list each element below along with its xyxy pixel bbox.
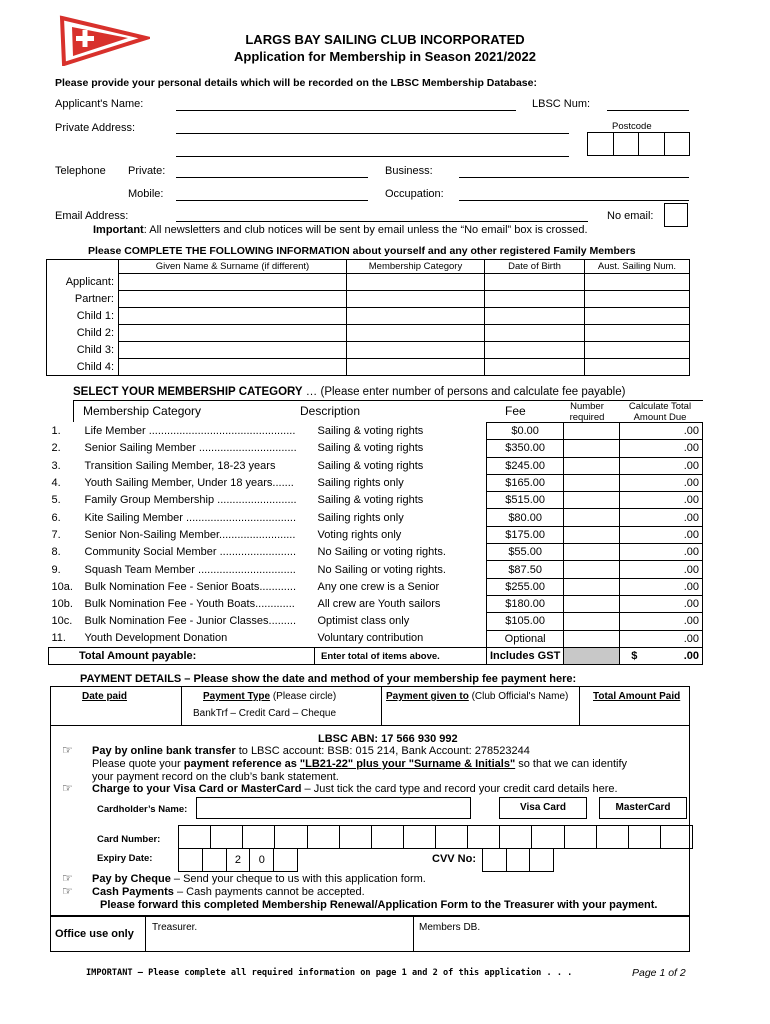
membership-num: 10b. bbox=[51, 598, 73, 611]
total-amount-field[interactable] bbox=[620, 647, 703, 664]
card-digit-box[interactable] bbox=[211, 826, 243, 848]
card-digit-box[interactable] bbox=[565, 826, 597, 848]
family-cell[interactable] bbox=[585, 291, 690, 308]
membership-fee: $350.00 bbox=[487, 440, 564, 457]
membership-heading-rest: … (Please enter number of persons and calculate fee payable) bbox=[302, 386, 626, 398]
membership-heading-bold: SELECT YOUR MEMBERSHIP CATEGORY bbox=[73, 386, 303, 398]
date-paid-label: Date paid bbox=[82, 691, 128, 702]
occupation-label: Occupation: bbox=[385, 188, 444, 200]
membership-category-label: Bulk Nomination Fee - Senior Boats............ bbox=[84, 580, 297, 593]
membership-row bbox=[49, 474, 703, 491]
membership-number-input[interactable] bbox=[564, 423, 620, 440]
membership-category-label: Family Group Membership .......................... bbox=[84, 494, 297, 507]
membership-number-input[interactable] bbox=[564, 526, 620, 543]
cash-rest: – Cash payments cannot be accepted. bbox=[173, 886, 365, 898]
address-line-1[interactable] bbox=[176, 133, 569, 134]
family-cell[interactable] bbox=[585, 274, 690, 291]
quote-2: so that we can identify bbox=[515, 758, 628, 770]
col-calculate-total: Calculate Total Amount Due bbox=[628, 401, 692, 423]
page-title: LARGS BAY SAILING CLUB INCORPORATED bbox=[245, 32, 525, 47]
postcode-field[interactable] bbox=[587, 132, 690, 156]
col-number-required: Number required bbox=[569, 401, 605, 423]
card-digit-box[interactable] bbox=[308, 826, 340, 848]
membership-category-label: Bulk Nomination Fee - Youth Boats............. bbox=[84, 598, 295, 611]
membership-total-due[interactable]: .00 bbox=[620, 474, 703, 491]
membership-number-input[interactable] bbox=[564, 492, 620, 509]
membership-num: 9. bbox=[51, 563, 61, 576]
family-cell[interactable] bbox=[485, 274, 585, 291]
family-row-label: Partner: bbox=[47, 291, 119, 308]
membership-category-label: Life Member ................................................ bbox=[84, 425, 296, 438]
family-cell[interactable] bbox=[347, 342, 485, 359]
payment-type-bold: Payment Type bbox=[203, 691, 271, 702]
membership-category-label: Kite Sailing Member .................................... bbox=[84, 511, 297, 524]
card-digit-box[interactable] bbox=[404, 826, 436, 848]
membership-fee: $175.00 bbox=[487, 526, 564, 543]
membership-total-due[interactable]: .00 bbox=[620, 613, 703, 630]
membership-description: All crew are Youth sailors bbox=[315, 595, 487, 612]
cheque-bold: Pay by Cheque bbox=[92, 873, 171, 885]
membership-description: Optimist class only bbox=[315, 613, 487, 630]
mobile-field[interactable] bbox=[176, 200, 368, 201]
business-phone-label: Business: bbox=[385, 165, 433, 177]
no-email-label: No email: bbox=[607, 210, 654, 222]
cardholder-label: Cardholder’s Name: bbox=[97, 804, 188, 815]
mastercard-option[interactable]: MasterCard bbox=[599, 797, 687, 819]
family-cell[interactable] bbox=[485, 342, 585, 359]
family-cell[interactable] bbox=[585, 342, 690, 359]
card-digit-box[interactable] bbox=[436, 826, 468, 848]
membership-number-input[interactable] bbox=[564, 457, 620, 474]
number-total-shaded bbox=[564, 647, 620, 664]
payment-options[interactable]: BankTrf – Credit Card – Cheque bbox=[193, 708, 337, 719]
membership-fee: Optional bbox=[487, 630, 564, 647]
family-cell[interactable] bbox=[485, 291, 585, 308]
membership-num: 7. bbox=[51, 528, 61, 541]
membership-row bbox=[49, 423, 703, 440]
family-cell[interactable] bbox=[485, 308, 585, 325]
pointing-hand-icon: ☞ bbox=[62, 743, 73, 757]
card-bold: Charge to your Visa Card or MasterCard bbox=[92, 783, 302, 795]
membership-total-due[interactable]: .00 bbox=[620, 509, 703, 526]
membership-fee: $105.00 bbox=[487, 613, 564, 630]
membership-num: 2. bbox=[51, 442, 61, 455]
card-digit-box[interactable] bbox=[372, 826, 404, 848]
quote-1: Please quote your bbox=[92, 758, 184, 770]
expiry-digit-0: 0 bbox=[250, 849, 274, 871]
membership-total-due[interactable]: .00 bbox=[620, 423, 703, 440]
membership-total-due[interactable]: .00 bbox=[620, 492, 703, 509]
footer-important: IMPORTANT – Please complete all required information on page 1 and 2 of this application . . . bbox=[86, 968, 573, 978]
membership-num: 6. bbox=[51, 511, 61, 524]
membership-number-input[interactable] bbox=[564, 613, 620, 630]
membership-row bbox=[49, 440, 703, 457]
family-cell[interactable] bbox=[119, 274, 347, 291]
membership-category-label: Transition Sailing Member, 18-23 years bbox=[84, 459, 276, 472]
membership-description: Sailing & voting rights bbox=[315, 423, 487, 440]
cash-line bbox=[92, 886, 365, 898]
postcode-label: Postcode bbox=[612, 121, 652, 132]
membership-category-label: Senior Sailing Member ................................ bbox=[84, 442, 297, 455]
card-digit-box[interactable] bbox=[629, 826, 661, 848]
family-cell[interactable] bbox=[347, 274, 485, 291]
card-number-label: Card Number: bbox=[97, 834, 161, 845]
membership-description: Sailing & voting rights bbox=[315, 492, 487, 509]
membership-description: No Sailing or voting rights. bbox=[315, 561, 487, 578]
membership-fee: $515.00 bbox=[487, 492, 564, 509]
membership-number-input[interactable] bbox=[564, 578, 620, 595]
membership-description: Voluntary contribution bbox=[315, 630, 487, 647]
membership-heading bbox=[73, 386, 625, 398]
lbsc-num-field[interactable] bbox=[607, 110, 689, 111]
family-cell[interactable] bbox=[119, 325, 347, 342]
quote-bold: payment reference as bbox=[183, 758, 300, 770]
members-db-label: Members DB. bbox=[419, 922, 481, 933]
family-cell[interactable] bbox=[119, 308, 347, 325]
important-label: Important bbox=[93, 224, 144, 236]
membership-fee: $165.00 bbox=[487, 474, 564, 491]
private-phone-field[interactable] bbox=[176, 177, 368, 178]
col-description: Description bbox=[300, 404, 361, 418]
membership-fee: $80.00 bbox=[487, 509, 564, 526]
given-to-rest: (Club Official's Name) bbox=[468, 691, 569, 702]
cvv-label: CVV No: bbox=[432, 853, 476, 865]
address-line-2[interactable] bbox=[176, 156, 569, 157]
family-header-row bbox=[47, 260, 690, 274]
total-amount-label: Total Amount payable: bbox=[49, 647, 315, 664]
online-transfer-line bbox=[92, 745, 530, 757]
card-number-field[interactable] bbox=[178, 825, 693, 849]
family-row-label: Applicant: bbox=[47, 274, 119, 291]
card-rest: – Just tick the card type and record your credit card details here. bbox=[301, 783, 618, 795]
mobile-label: Mobile: bbox=[128, 188, 164, 200]
membership-num: 8. bbox=[51, 546, 61, 559]
membership-total-due[interactable]: .00 bbox=[620, 595, 703, 612]
col-membership-category: Membership Category bbox=[83, 404, 202, 418]
card-digit-box[interactable] bbox=[500, 826, 532, 848]
membership-description: Sailing rights only bbox=[315, 509, 487, 526]
family-col-name: Given Name & Surname (if different) bbox=[119, 260, 347, 274]
abn-line: LBSC ABN: 17 566 930 992 bbox=[318, 733, 458, 745]
occupation-field[interactable] bbox=[459, 200, 689, 201]
total-amount-paid-label: Total Amount Paid bbox=[593, 691, 681, 702]
membership-num: 10c. bbox=[51, 615, 73, 628]
card-charge-line bbox=[92, 783, 618, 795]
personal-intro: Please provide your personal details which will be recorded on the LBSC Membership Database: bbox=[55, 77, 537, 89]
family-cell[interactable] bbox=[485, 359, 585, 376]
pointing-hand-icon: ☞ bbox=[62, 884, 73, 898]
membership-row bbox=[49, 492, 703, 509]
membership-table bbox=[48, 422, 703, 665]
lbsc-num-label: LBSC Num: bbox=[532, 98, 591, 110]
membership-num: 10a. bbox=[51, 580, 73, 593]
membership-description: No Sailing or voting rights. bbox=[315, 544, 487, 561]
membership-number-input[interactable] bbox=[564, 440, 620, 457]
membership-number-input[interactable] bbox=[564, 474, 620, 491]
membership-total-due[interactable]: .00 bbox=[620, 544, 703, 561]
treasurer-label: Treasurer. bbox=[152, 922, 198, 933]
membership-row bbox=[49, 526, 703, 543]
cvv-field[interactable] bbox=[482, 848, 554, 872]
payment-type-rest: (Please circle) bbox=[270, 691, 337, 702]
membership-category-label: Community Social Member ......................... bbox=[84, 546, 296, 559]
online-rest: to LBSC account: BSB: 015 214, Bank Account: 278523244 bbox=[235, 745, 530, 757]
membership-category-label: Senior Non-Sailing Member......................... bbox=[84, 528, 296, 541]
membership-fee: $0.00 bbox=[487, 423, 564, 440]
email-field[interactable] bbox=[176, 221, 588, 222]
total-desc: Enter total of items above. bbox=[315, 647, 487, 664]
membership-total-row bbox=[49, 647, 703, 664]
membership-fee: $180.00 bbox=[487, 595, 564, 612]
cash-bold: Cash Payments bbox=[92, 886, 174, 898]
pointing-hand-icon: ☞ bbox=[62, 781, 73, 795]
family-cell[interactable] bbox=[119, 291, 347, 308]
office-use-label: Office use only bbox=[55, 928, 134, 940]
important-text: : All newsletters and club notices will be sent by email unless the “No email” box is crossed. bbox=[143, 224, 588, 236]
forward-instruction: Please forward this completed Membership Renewal/Application Form to the Treasurer with your payment. bbox=[100, 899, 658, 911]
business-phone-field[interactable] bbox=[459, 177, 689, 178]
membership-number-input[interactable] bbox=[564, 630, 620, 647]
membership-fee: $87.50 bbox=[487, 561, 564, 578]
online-bold: Pay by online bank transfer bbox=[92, 745, 236, 757]
card-digit-box[interactable] bbox=[243, 826, 275, 848]
membership-row bbox=[49, 578, 703, 595]
membership-num: 3. bbox=[51, 459, 61, 472]
card-digit-box[interactable] bbox=[661, 826, 693, 848]
pointing-hand-icon: ☞ bbox=[62, 871, 73, 885]
cheque-line bbox=[92, 873, 426, 885]
membership-category-label: Youth Sailing Member, Under 18 years....... bbox=[84, 477, 294, 490]
private-phone-label: Private: bbox=[128, 165, 166, 177]
visa-card-option[interactable]: Visa Card bbox=[499, 797, 587, 819]
total-dollar: $ bbox=[631, 650, 638, 662]
membership-row bbox=[49, 561, 703, 578]
membership-number-input[interactable] bbox=[564, 595, 620, 612]
family-cell[interactable] bbox=[485, 325, 585, 342]
total-value: .00 bbox=[683, 650, 699, 662]
page-number: Page 1 of 2 bbox=[632, 967, 686, 979]
family-row-label: Child 1: bbox=[47, 308, 119, 325]
membership-row bbox=[49, 509, 703, 526]
expiry-date-label: Expiry Date: bbox=[97, 853, 153, 864]
membership-fee: $245.00 bbox=[487, 457, 564, 474]
family-col-category: Membership Category bbox=[347, 260, 485, 274]
membership-total-due[interactable]: .00 bbox=[620, 630, 703, 647]
telephone-label: Telephone bbox=[55, 165, 106, 177]
family-cell[interactable] bbox=[119, 342, 347, 359]
membership-total-due[interactable]: .00 bbox=[620, 440, 703, 457]
membership-total-due[interactable]: .00 bbox=[620, 526, 703, 543]
family-cell[interactable] bbox=[347, 291, 485, 308]
membership-description: Voting rights only bbox=[315, 526, 487, 543]
family-row-label: Child 2: bbox=[47, 325, 119, 342]
membership-row bbox=[49, 544, 703, 561]
membership-total-due[interactable]: .00 bbox=[620, 457, 703, 474]
membership-number-input[interactable] bbox=[564, 561, 620, 578]
quote-reference-line-2: your payment record on the club’s bank statement. bbox=[92, 771, 339, 783]
payment-type-label bbox=[203, 691, 336, 702]
email-important-note bbox=[93, 224, 588, 236]
membership-total-due[interactable]: .00 bbox=[620, 578, 703, 595]
expiry-digit-2: 2 bbox=[227, 849, 251, 871]
family-row-label: Child 4: bbox=[47, 359, 119, 376]
card-digit-box[interactable] bbox=[468, 826, 500, 848]
cheque-rest: – Send your cheque to us with this application form. bbox=[170, 873, 426, 885]
membership-category-label: Youth Development Donation bbox=[84, 632, 228, 645]
family-col-sailing-num: Aust. Sailing Num. bbox=[585, 260, 690, 274]
family-cell[interactable] bbox=[585, 308, 690, 325]
card-digit-box[interactable] bbox=[597, 826, 629, 848]
applicant-name-label: Applicant's Name: bbox=[55, 98, 144, 110]
membership-number-input[interactable] bbox=[564, 544, 620, 561]
club-pennant-logo bbox=[58, 14, 150, 66]
membership-number-input[interactable] bbox=[564, 509, 620, 526]
family-table bbox=[46, 259, 690, 376]
membership-category-label: Squash Team Member ................................ bbox=[84, 563, 296, 576]
membership-description: Sailing & voting rights bbox=[315, 440, 487, 457]
membership-num: 11. bbox=[51, 632, 66, 645]
office-use-box bbox=[50, 916, 690, 952]
family-col-dob: Date of Birth bbox=[485, 260, 585, 274]
membership-row bbox=[49, 630, 703, 647]
membership-num: 5. bbox=[51, 494, 61, 507]
cardholder-name-field[interactable] bbox=[196, 797, 471, 819]
col-fee: Fee bbox=[505, 404, 526, 418]
payment-heading: PAYMENT DETAILS – Please show the date and method of your membership fee payment here: bbox=[80, 673, 577, 685]
membership-row bbox=[49, 595, 703, 612]
expiry-date-field[interactable] bbox=[178, 848, 298, 872]
card-digit-box[interactable] bbox=[275, 826, 307, 848]
quote-reference-line bbox=[92, 758, 627, 770]
given-to-bold: Payment given to bbox=[386, 691, 469, 702]
no-email-checkbox[interactable] bbox=[664, 203, 688, 227]
membership-description: Any one crew is a Senior bbox=[315, 578, 487, 595]
includes-gst: Includes GST bbox=[487, 647, 564, 664]
page-subtitle: Application for Membership in Season 2021/2022 bbox=[234, 49, 536, 64]
membership-row bbox=[49, 613, 703, 630]
family-cell[interactable] bbox=[585, 359, 690, 376]
family-cell[interactable] bbox=[347, 308, 485, 325]
membership-description: Sailing rights only bbox=[315, 474, 487, 491]
membership-total-due[interactable]: .00 bbox=[620, 561, 703, 578]
membership-fee: $55.00 bbox=[487, 544, 564, 561]
family-heading: Please COMPLETE THE FOLLOWING INFORMATION about yourself and any other registered Family Members bbox=[88, 245, 636, 257]
membership-category-label: Bulk Nomination Fee - Junior Classes......... bbox=[84, 615, 297, 628]
membership-row bbox=[49, 457, 703, 474]
card-digit-box[interactable] bbox=[179, 826, 211, 848]
family-cell[interactable] bbox=[347, 359, 485, 376]
card-digit-box[interactable] bbox=[532, 826, 564, 848]
family-cell[interactable] bbox=[585, 325, 690, 342]
membership-description: Sailing & voting rights bbox=[315, 457, 487, 474]
email-label: Email Address: bbox=[55, 210, 129, 222]
applicant-name-field[interactable] bbox=[176, 110, 516, 111]
family-cell[interactable] bbox=[347, 325, 485, 342]
membership-num: 4. bbox=[51, 477, 61, 490]
membership-num: 1. bbox=[51, 425, 61, 438]
quote-ref: "LB21-22" plus your "Surname & Initials" bbox=[299, 758, 516, 770]
card-digit-box[interactable] bbox=[340, 826, 372, 848]
payment-given-to-label bbox=[386, 691, 568, 702]
membership-fee: $255.00 bbox=[487, 578, 564, 595]
family-cell[interactable] bbox=[119, 359, 347, 376]
private-address-label: Private Address: bbox=[55, 122, 136, 134]
family-row-label: Child 3: bbox=[47, 342, 119, 359]
